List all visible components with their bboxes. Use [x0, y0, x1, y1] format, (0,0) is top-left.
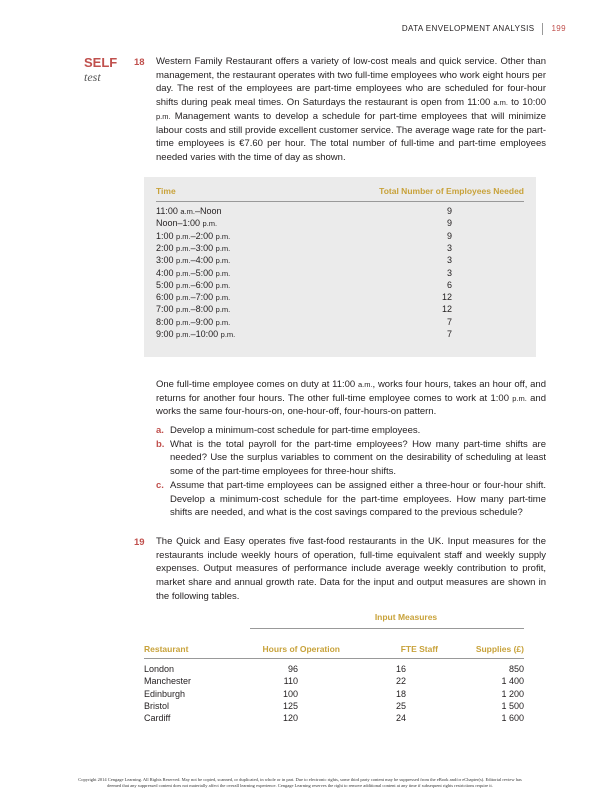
supplies-cell: 850 [508, 664, 524, 674]
part-a-text: Develop a minimum-cost schedule for part-time employees. [170, 425, 421, 436]
hours-cell: 96 [287, 664, 298, 674]
time-suffix: p.m. [176, 305, 191, 315]
question-19-text: The Quick and Easy operates five fast-food restaurants in the UK. Input measures for the restaurants include weekly hours of operation, full-time equivalent staff and weekly supply expenses. Output measures of performance include average weekly contribution to profit, market share and annual growth rate. Data for the input and output measures are shown in the following tables. [156, 536, 546, 602]
fte-cell: 22 [395, 676, 406, 687]
running-header [402, 23, 566, 35]
copyright-footer [34, 777, 566, 789]
staffing-row [156, 206, 526, 218]
hours-cell: 125 [282, 700, 298, 711]
time-suffix: p.m. [176, 280, 191, 290]
col-hours-header: Hours of Operation [262, 644, 340, 654]
time-suffix: a.m. [180, 207, 195, 216]
time-part: –7:00 [190, 292, 216, 303]
title-rule [250, 628, 524, 629]
employees-needed-cell: 7 [446, 329, 452, 339]
staffing-row [156, 218, 526, 230]
staffing-row [156, 292, 526, 304]
part-a-label: a. [156, 425, 164, 436]
section-title: DATA ENVELOPMENT ANALYSIS [401, 24, 535, 34]
time-part: –8:00 [190, 304, 216, 315]
part-b-text: What is the total payroll for the part-time employees? How many part-time shifts are needed? Use the surplus variables to comment on the desirability of scheduling at least some of the part-time employees for three-hour shifts. [170, 438, 546, 478]
restaurant-row [144, 713, 524, 725]
restaurant-name-cell: Bristol [144, 700, 170, 711]
staffing-table [144, 177, 536, 357]
time-suffix: p.m. [176, 293, 191, 303]
time-part: –2:00 [190, 230, 216, 241]
time-cell [156, 231, 230, 241]
time-part: 4:00 [156, 267, 177, 278]
employees-needed-cell: 9 [446, 218, 452, 229]
employees-needed-cell: 6 [446, 279, 452, 290]
time-cell [156, 243, 230, 253]
time-part: 3:00 [156, 255, 177, 266]
input-measures-table [144, 612, 536, 742]
hours-cell: 120 [282, 713, 298, 724]
intro-text-2: to 10:00 [508, 97, 546, 109]
time-part: –Noon [194, 206, 222, 216]
time-part: 8:00 [156, 316, 177, 327]
time-cell [156, 317, 230, 327]
time-suffix: p.m. [202, 219, 218, 229]
time-suffix: p.m. [176, 330, 191, 339]
input-measures-title: Input Measures [374, 612, 438, 622]
employees-needed-cell: 9 [446, 206, 452, 216]
restaurant-row [144, 664, 524, 676]
restaurant-row [144, 689, 524, 701]
time-suffix: p.m. [215, 317, 231, 327]
copyright-line-2: deemed that any suppressed content does not materially affect the overall learning experience. Cengage Learning reserves the right to remove additional content at any time if subsequent rights restrictions require it. [107, 783, 493, 788]
supplies-cell: 1 500 [501, 700, 524, 711]
question-number-19: 19 [134, 537, 145, 548]
after-pm: p.m. [512, 393, 527, 403]
time-cell [156, 218, 217, 228]
header-rule [156, 201, 524, 202]
hours-cell: 100 [282, 688, 298, 699]
time-part: 9:00 [156, 329, 177, 339]
fte-cell: 25 [395, 700, 406, 711]
employees-needed-cell: 12 [441, 292, 452, 303]
time-part: 6:00 [156, 292, 177, 303]
staffing-row [156, 243, 526, 255]
time-part: 5:00 [156, 279, 177, 290]
part-c [156, 479, 546, 520]
col-needed-header: Total Number of Employees Needed [379, 186, 524, 196]
supplies-cell: 1 400 [501, 676, 524, 687]
time-suffix: p.m. [176, 317, 191, 327]
staffing-row [156, 280, 526, 292]
col-time-header: Time [156, 186, 176, 196]
page-number: 199 [551, 24, 566, 34]
time-cell [156, 268, 230, 278]
hours-cell: 110 [283, 676, 298, 687]
time-part: –5:00 [190, 267, 216, 278]
fte-cell: 16 [395, 664, 406, 674]
restaurant-name-cell: Edinburgh [144, 688, 186, 699]
header-rule [144, 658, 524, 659]
staffing-row [156, 255, 526, 267]
employees-needed-cell: 3 [446, 255, 452, 266]
time-cell [156, 280, 230, 290]
time-part: Noon–1:00 [156, 218, 203, 229]
part-c-label: c. [156, 479, 164, 491]
staffing-row [156, 231, 526, 243]
question-number-18: 18 [134, 57, 145, 68]
supplies-cell: 1 600 [501, 713, 524, 724]
staffing-row [156, 268, 526, 280]
intro-pm: p.m. [156, 111, 171, 121]
time-part: 11:00 [156, 206, 181, 216]
restaurant-row [144, 676, 524, 688]
time-part: –10:00 [190, 329, 221, 339]
after-text-2: , works four hours, takes an hour off, and returns for another four hours. The other full-time employee comes to work at 1:00 [156, 379, 546, 404]
time-cell [156, 329, 235, 339]
fte-cell: 18 [395, 688, 406, 699]
copyright-line-1: Copyright 2014 Cengage Learning. All Rights Reserved. May not be copied, scanned, or duplicated, in whole or in part. Due to electronic rights, some third party content may be suppressed from the eBook and/or eChapter(s). Editorial review has [78, 777, 522, 782]
time-part: –6:00 [190, 279, 216, 290]
part-b-label: b. [156, 438, 165, 450]
staffing-row [156, 317, 526, 329]
self-test-label: SELF [84, 55, 118, 70]
time-part: 7:00 [156, 304, 177, 315]
time-suffix: p.m. [215, 280, 231, 290]
time-suffix: p.m. [176, 256, 191, 266]
time-part: –9:00 [190, 316, 216, 327]
time-part: –4:00 [190, 255, 216, 266]
question-18-shift-pattern [156, 378, 546, 419]
after-text-1: One full-time employee comes on duty at 11:00 [156, 379, 358, 390]
time-suffix: p.m. [176, 243, 191, 253]
time-suffix: p.m. [220, 330, 236, 339]
staffing-row [156, 304, 526, 316]
intro-text-1: Western Family Restaurant offers a variety of low-cost meals and quick service. Other than management, the restaurant operates with two full-time employees who work eight hours per day. The rest of the employees are part-time employees who are scheduled for four-hour shifts during peak meal times. On Saturdays the restaurant is open from 11:00 [156, 56, 546, 109]
employees-needed-cell: 3 [446, 242, 452, 253]
intro-am: a.m. [493, 98, 509, 108]
col-supplies-header: Supplies (£) [475, 644, 524, 654]
employees-needed-cell: 12 [441, 304, 452, 315]
restaurant-row [144, 701, 524, 713]
time-suffix: p.m. [215, 293, 231, 303]
time-part: –3:00 [190, 242, 216, 253]
time-suffix: p.m. [215, 243, 231, 253]
question-18-parts [156, 424, 546, 520]
employees-needed-cell: 3 [446, 267, 452, 278]
col-fte-header: FTE Staff [400, 644, 438, 654]
after-text-3: and works the same four-hours-on, one-hour-off, four-hours-on pattern. [156, 392, 546, 418]
time-suffix: p.m. [215, 268, 231, 278]
time-suffix: p.m. [215, 256, 231, 266]
staffing-row [156, 329, 526, 341]
employees-needed-cell: 7 [446, 316, 452, 327]
part-a [156, 424, 546, 438]
self-test-sublabel: test [84, 70, 101, 84]
time-suffix: p.m. [176, 268, 191, 278]
restaurant-name-cell: Manchester [144, 676, 192, 687]
time-suffix: p.m. [176, 231, 191, 241]
col-restaurant-header: Restaurant [144, 644, 189, 654]
time-suffix: p.m. [215, 231, 231, 241]
fte-cell: 24 [395, 713, 406, 724]
staffing-table-header [156, 186, 524, 196]
time-part: 1:00 [156, 230, 177, 241]
time-suffix: p.m. [215, 305, 231, 315]
intro-text-3: Management wants to develop a schedule for part-time employees that will minimize labour costs and still provide excellent customer service. The average wage rate for the part-time employees is €7.60 per hour. The total number of full-time and part-time employees needed varies with the time of day as shown. [156, 110, 546, 163]
header-divider [542, 23, 543, 35]
time-cell [156, 304, 230, 314]
after-am: a.m. [357, 380, 373, 389]
time-part: 2:00 [156, 242, 177, 253]
restaurant-name-cell: London [144, 664, 175, 674]
time-cell [156, 292, 230, 302]
employees-needed-cell: 9 [446, 230, 452, 241]
restaurant-name-cell: Cardiff [144, 713, 171, 724]
supplies-cell: 1 200 [501, 688, 524, 699]
part-c-text: Assume that part-time employees can be assigned either a three-hour or four-hour shift. Develop a minimum-cost schedule for the part-time employees. How many part-time shifts are needed, and what is the cost savings compared to the previous schedule? [170, 479, 546, 519]
question-18-intro [156, 55, 546, 165]
time-cell [156, 206, 221, 216]
time-cell [156, 255, 230, 265]
part-b [156, 438, 546, 479]
